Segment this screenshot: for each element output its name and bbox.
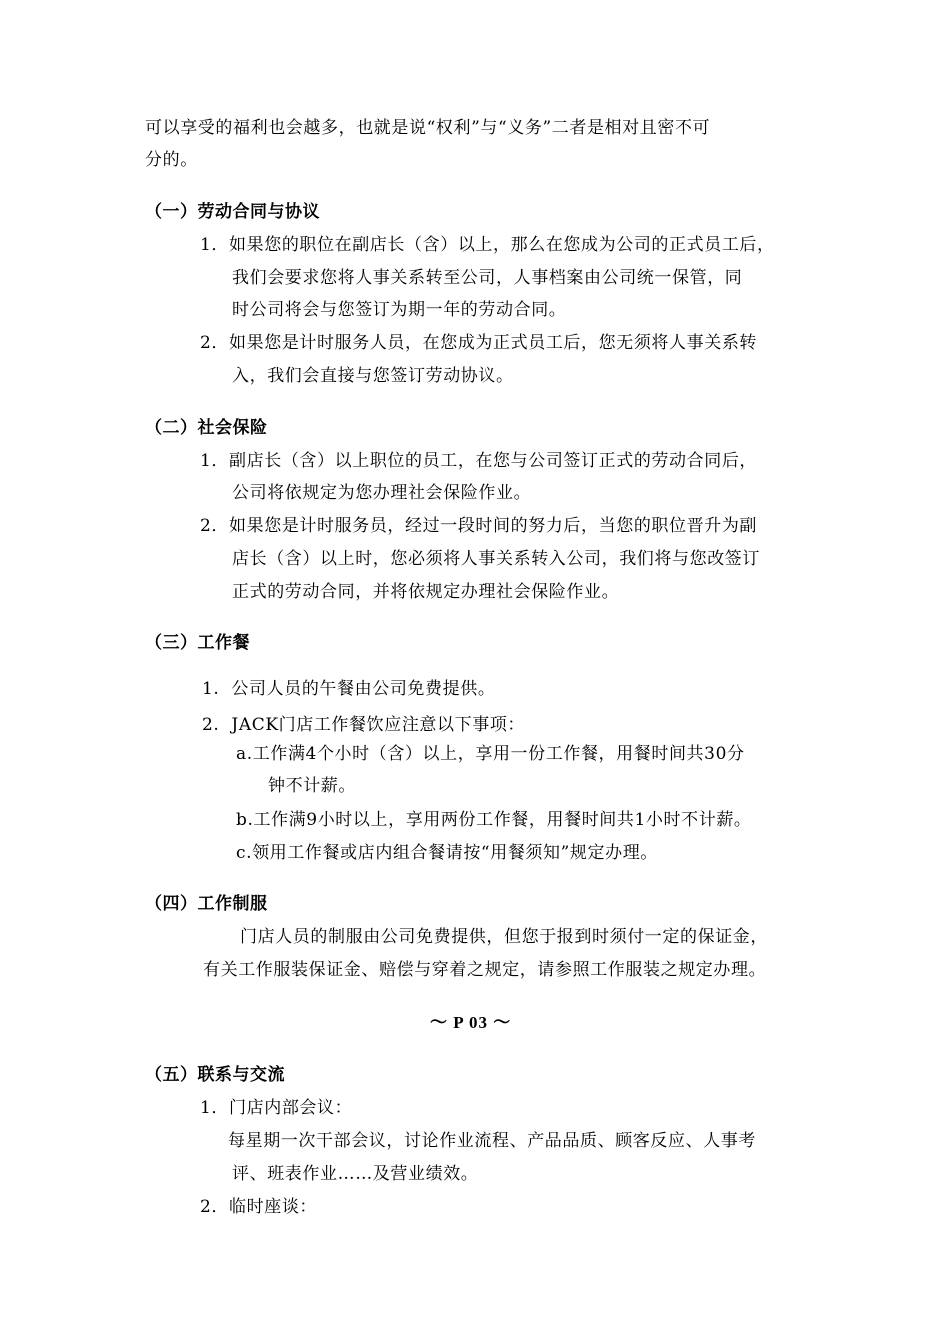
- section-heading-labor-contract: （一）劳动合同与协议: [145, 202, 320, 222]
- labor-contract-item-1-line-3: 时公司将会与您签订为期一年的劳动合同。: [232, 300, 567, 320]
- intro-line-1: 可以享受的福利也会越多，也就是说“权利”与“义务”二者是相对且密不可: [145, 118, 711, 138]
- intro-line-2: 分的。: [145, 150, 198, 170]
- staff-meals-sub-b: b.工作满9小时以上，享用两份工作餐，用餐时间共1小时不计薪。: [236, 810, 752, 830]
- staff-meals-sub-a-line-1: a.工作满4个小时（含）以上，享用一份工作餐，用餐时间共30分: [236, 744, 745, 764]
- labor-contract-item-2-line-2: 入，我们会直接与您签订劳动协议。: [232, 366, 514, 386]
- labor-contract-item-2-line-1: 2．如果您是计时服务人员，在您成为正式员工后，您无须将人事关系转: [200, 333, 758, 353]
- work-uniform-body-line-2: 有关工作服装保证金、赔偿与穿着之规定，请参照工作服装之规定办理。: [203, 960, 767, 980]
- communication-item-1-body-line-2: 评、班表作业……及营业绩效。: [232, 1164, 479, 1184]
- page-number: ～ P 03 ～: [430, 1013, 512, 1032]
- social-insurance-item-1-line-1: 1．副店长（含）以上职位的员工，在您与公司签订正式的劳动合同后，: [200, 451, 758, 471]
- social-insurance-item-2-line-2: 店长（含）以上时，您必须将人事关系转入公司，我们将与您改签订: [232, 549, 760, 569]
- staff-meals-item-2: 2. JACK门店工作餐饮应注意以下事项：: [202, 715, 526, 735]
- labor-contract-item-1-line-1: 1．如果您的职位在副店长（含）以上，那么在您成为公司的正式员工后，: [200, 235, 775, 255]
- communication-item-2: 2．临时座谈：: [200, 1197, 318, 1217]
- section-heading-staff-meals: （三）工作餐: [145, 633, 250, 653]
- section-heading-work-uniform: （四）工作制服: [145, 894, 268, 914]
- staff-meals-sub-a-line-2: 钟不计薪。: [268, 776, 356, 796]
- social-insurance-item-2-line-3: 正式的劳动合同，并将依规定办理社会保险作业。: [232, 582, 620, 602]
- communication-item-1: 1．门店内部会议：: [200, 1098, 353, 1118]
- social-insurance-item-1-line-2: 公司将依规定为您办理社会保险作业。: [232, 483, 532, 503]
- staff-meals-item-1: 1. 公司人员的午餐由公司免费提供。: [202, 679, 496, 699]
- social-insurance-item-2-line-1: 2．如果您是计时服务员，经过一段时间的努力后，当您的职位晋升为副: [200, 516, 758, 536]
- work-uniform-body-line-1: 门店人员的制服由公司免费提供，但您于报到时须付一定的保证金，: [240, 927, 768, 947]
- communication-item-1-body-line-1: 每星期一次干部会议，讨论作业流程、产品品质、顾客反应、人事考: [228, 1131, 756, 1151]
- section-heading-social-insurance: （二）社会保险: [145, 418, 268, 438]
- labor-contract-item-1-line-2: 我们会要求您将人事关系转至公司，人事档案由公司统一保管，同: [232, 268, 743, 288]
- section-heading-communication: （五）联系与交流: [145, 1065, 285, 1085]
- staff-meals-sub-c: c.领用工作餐或店内组合餐请按“用餐须知”规定办理。: [236, 843, 658, 863]
